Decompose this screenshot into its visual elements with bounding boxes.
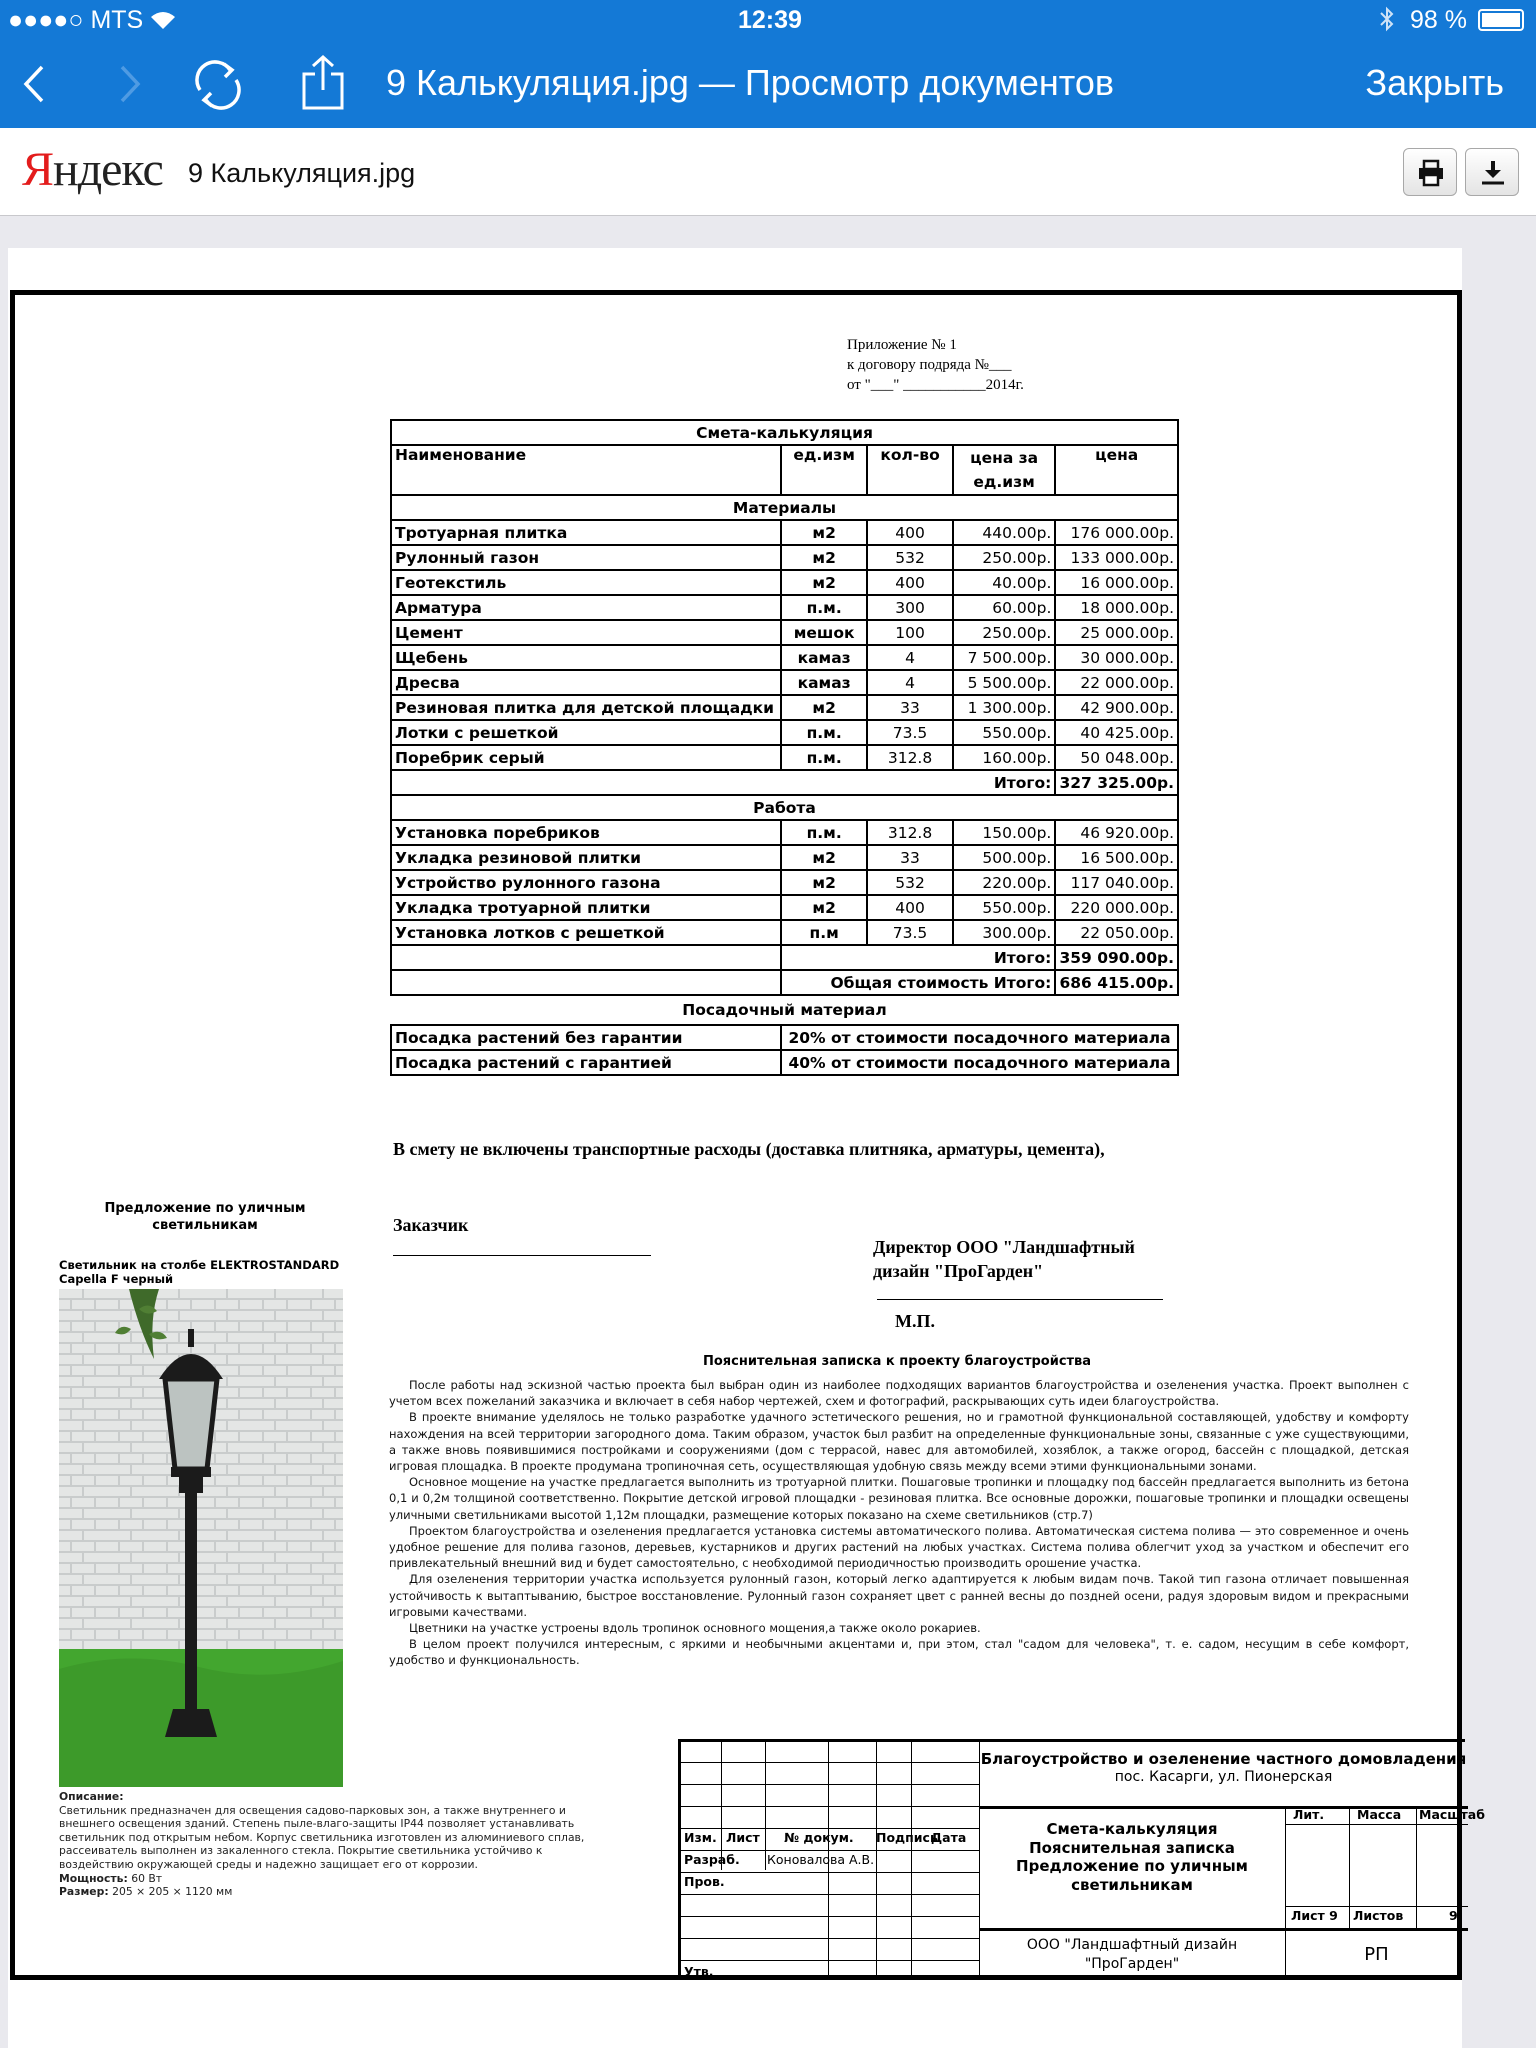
table-row: [391, 620, 1178, 645]
table-row: [391, 720, 1178, 745]
cell-qty: 532: [867, 870, 953, 895]
table-row: [391, 870, 1178, 895]
table-row: [391, 670, 1178, 695]
col-name: Наименование: [391, 445, 781, 495]
cell-pu: 220.00р.: [953, 870, 1055, 895]
download-button[interactable]: [1465, 148, 1519, 196]
cell-qty: 312.8: [867, 745, 953, 770]
table-row: [391, 545, 1178, 570]
table-title: Смета-калькуляция: [391, 420, 1178, 445]
yandex-toolbar: [0, 128, 1536, 216]
sheet-contents: Смета-калькуляция Пояснительная записка Предложение по уличным светильникам: [1016, 1820, 1248, 1894]
grand-total: 686 415.00р.: [1055, 970, 1178, 995]
table-row: [391, 645, 1178, 670]
nav-title: 9 Калькуляция.jpg — Просмотр документов: [386, 62, 1114, 103]
customer-label: Заказчик: [393, 1215, 469, 1235]
lamp-photo: [59, 1289, 343, 1787]
cell-pu: 300.00р.: [953, 920, 1055, 945]
planting-name: Посадка растений с гарантией: [391, 1050, 781, 1075]
cell-pu: 250.00р.: [953, 545, 1055, 570]
section-planting: Посадочный материал: [391, 995, 1178, 1025]
document-page: [10, 290, 1485, 1980]
cell-name: Рулонный газон: [391, 545, 781, 570]
cell-qty: 73.5: [867, 920, 953, 945]
grand-total-label: Общая стоимость Итого:: [781, 970, 1055, 995]
back-icon[interactable]: [22, 64, 46, 104]
cell-unit: м2: [781, 895, 867, 920]
director-label: Директор ООО "Ландшафтный дизайн "ПроГарден": [873, 1237, 1135, 1281]
cell-p: 117 040.00р.: [1055, 870, 1178, 895]
cell-pu: 5 500.00р.: [953, 670, 1055, 695]
cell-p: 22 000.00р.: [1055, 670, 1178, 695]
cell-name: Поребрик серый: [391, 745, 781, 770]
cell-name: Укладка тротуарной плитки: [391, 895, 781, 920]
title-block: Изм. Лист № докум. Подпись Дата Разраб. Коновалова А.В. Пров. Утв. Благоустройство и озеленение частного домовладения пос. Касарги, ул. Пионерская Лит. Масса Масштаб Смета-калькуляция Пояснительная записка Предложение по уличным светильникам Лист 9 Листов 9 ООО "Ландшафтный дизайн "ПроГарден" РП: [678, 1739, 1465, 1980]
explanatory-title: Пояснительная записка к проекту благоустройства: [703, 1354, 1092, 1369]
col-qty: кол-во: [867, 445, 953, 495]
cell-p: 16 000.00р.: [1055, 570, 1178, 595]
cell-pu: 500.00р.: [953, 845, 1055, 870]
project-address: пос. Касарги, ул. Пионерская: [1114, 1769, 1333, 1785]
cell-qty: 100: [867, 620, 953, 645]
cell-pu: 250.00р.: [953, 620, 1055, 645]
work-total-label: Итого:: [781, 945, 1055, 970]
cell-qty: 400: [867, 895, 953, 920]
organization: ООО "Ландшафтный дизайн "ПроГарден": [1026, 1937, 1238, 1972]
cell-name: Арматура: [391, 595, 781, 620]
battery-icon: [1478, 9, 1524, 31]
stage: РП: [1364, 1944, 1389, 1965]
section-work: Работа: [391, 795, 1178, 820]
cell-name: Цемент: [391, 620, 781, 645]
table-row: [391, 520, 1178, 545]
table-row: [391, 595, 1178, 620]
stamp-place: М.П.: [895, 1311, 935, 1331]
cell-pu: 150.00р.: [953, 820, 1055, 845]
clock: 12:39: [738, 6, 802, 34]
cell-qty: 4: [867, 670, 953, 695]
cell-name: Укладка резиновой плитки: [391, 845, 781, 870]
cell-p: 22 050.00р.: [1055, 920, 1178, 945]
appendix-header: Приложение № 1 к договору подряда №___ от "___" ___________2014г.: [847, 337, 1024, 393]
wifi-icon: [150, 10, 176, 30]
lamp-description: Описание: Светильник предназначен для освещения садово-парковых зон, а также внутреннего и внешнего освещения зданий. Степень пыле-влаго-защиты IP44 позволяет устанавливать светильник под открытым небом. Корпус светильника изготовлен из алюминиевого сплав, рассеиватель выполнен из закаленного стекла. Покрытие светильника устойчиво к воздействию окружающей среды и надежно защищает его от коррозии. Мощность: 60 Вт Размер: 205 × 205 × 1120 мм: [59, 1790, 585, 1899]
section-materials: Материалы: [391, 495, 1178, 520]
cell-qty: 33: [867, 695, 953, 720]
cell-pu: 550.00р.: [953, 720, 1055, 745]
printer-icon: [1417, 159, 1445, 187]
close-button[interactable]: Закрыть: [1365, 62, 1504, 103]
cell-name: Тротуарная плитка: [391, 520, 781, 545]
cell-unit: п.м.: [781, 595, 867, 620]
cell-name: Резиновая плитка для детской площадки: [391, 695, 781, 720]
table-row: [391, 920, 1178, 945]
bluetooth-icon: [1378, 6, 1396, 32]
cell-p: 16 500.00р.: [1055, 845, 1178, 870]
transport-note: В смету не включены транспортные расходы (доставка плитняка, арматуры, цемента),: [393, 1139, 1105, 1159]
cell-pu: 1 300.00р.: [953, 695, 1055, 720]
cell-qty: 532: [867, 545, 953, 570]
cell-unit: м2: [781, 570, 867, 595]
cell-qty: 4: [867, 645, 953, 670]
cell-unit: мешок: [781, 620, 867, 645]
cell-p: 220 000.00р.: [1055, 895, 1178, 920]
cell-p: 18 000.00р.: [1055, 595, 1178, 620]
planting-name: Посадка растений без гарантии: [391, 1025, 781, 1050]
cell-p: 133 000.00р.: [1055, 545, 1178, 570]
cell-unit: м2: [781, 870, 867, 895]
cell-qty: 400: [867, 520, 953, 545]
cell-name: Щебень: [391, 645, 781, 670]
cell-p: 25 000.00р.: [1055, 620, 1178, 645]
cell-qty: 33: [867, 845, 953, 870]
cell-qty: 312.8: [867, 820, 953, 845]
cell-p: 176 000.00р.: [1055, 520, 1178, 545]
planting-value: 40% от стоимости посадочного материала: [781, 1050, 1178, 1075]
planting-value: 20% от стоимости посадочного материала: [781, 1025, 1178, 1050]
cell-pu: 40.00р.: [953, 570, 1055, 595]
table-row: [391, 820, 1178, 845]
carrier: ●●●●○ MTS: [8, 6, 144, 34]
status-bar: [0, 0, 1536, 40]
cell-name: Дресва: [391, 670, 781, 695]
cell-name: Лотки с решеткой: [391, 720, 781, 745]
director-signature-line: [877, 1299, 1163, 1300]
cell-unit: п.м.: [781, 820, 867, 845]
cell-pu: 160.00р.: [953, 745, 1055, 770]
cell-unit: м2: [781, 845, 867, 870]
table-row: [391, 570, 1178, 595]
table-row: [391, 895, 1178, 920]
cell-p: 50 048.00р.: [1055, 745, 1178, 770]
battery-text: 98 %: [1410, 6, 1467, 34]
table-row: [391, 845, 1178, 870]
explanatory-text: После работы над эскизной частью проекта был выбран один из наиболее подходящих вариантов благоустройства и озеленения участка. Проект выполнен с учетом всех пожеланий заказчика и включает в себя набор чертежей, схем и фотографий, раскрывающих суть идеи благоустройства. В проекте внимание уделялось не только разработке удачного эстетического решения, но и грамотной функциональной составляющей, удобству и комфорту нахождения на всей территории загородного дома. Таким образом, участок был разбит на определенные функциональные зоны, связанные с уже существующими, а также вновь появившимися постройками и сооружениями (дом с террасой, навес для автомобилей, хозяблок, а также огород, бассейн с площадкой, детская игровая площадка. В проекте продумана тропиночная сеть, осуществляющая удобную связь между всеми этими функциональными зонами. Основное мощение на участке предлагается выполнить из тротуарной плитки. Пошаговые тропинки и площадку под бассейн предлагается выполнить из бетона 0,1 и 0,2м толщиной соответственно. Покрытие детской игровой площадки - резиновая плитка. Все основные дорожки, пошаговые тропинки и площадки освещены уличными светильниками высотой 1,12м площадки, размещение которых показано на схеме светильников (стр.7) Проектом благоустройства и озеленения предлагается установка системы автоматического полива. Автоматическая система полива — это современное и очень удобное решение для полива газонов, деревьев, кустарников и других растений на любых участках. Система полива облегчит уход за участком и обеспечит его привлекательный внешний вид и будет самостоятельно, с необходимой периодичностью производить орошение участка. Для озеленения территории участка используется рулонный газон, который легко адаптируется к любым видам почв. Такой тип газона отличает повышенная устойчивость к вытаптыванию, быстрое восстановление. Рулонный газон сохраняет цвет с ранней весны до поздней осени, радуя здоровым видом и прекрасными игровыми качествами. Цветники на участке устроены вдоль тропинок основного мощения,а также около рокариев. В целом проект получился интересным, с яркими и необычными акцентами и, при этом, стал "садом для человека", т. е. садом, несущим в себе комфорт, удобство и функциональность.: [389, 1378, 1409, 1668]
cell-pu: 7 500.00р.: [953, 645, 1055, 670]
cell-name: Установка поребриков: [391, 820, 781, 845]
file-name: 9 Калькуляция.jpg: [188, 158, 416, 188]
cell-p: 30 000.00р.: [1055, 645, 1178, 670]
table-row: [391, 695, 1178, 720]
cell-qty: 400: [867, 570, 953, 595]
cell-p: 40 425.00р.: [1055, 720, 1178, 745]
lamp-model: Светильник на столбе ELEKTROSTANDARD Capella F черный: [59, 1258, 340, 1286]
share-icon[interactable]: [300, 54, 346, 112]
nav-bar: [0, 40, 1536, 128]
cell-pu: 440.00р.: [953, 520, 1055, 545]
cell-name: Устройство рулонного газона: [391, 870, 781, 895]
cell-p: 46 920.00р.: [1055, 820, 1178, 845]
cell-name: Геотекстиль: [391, 570, 781, 595]
cell-name: Установка лотков с решеткой: [391, 920, 781, 945]
lamp-heading: Предложение по уличным светильникам: [104, 1201, 306, 1233]
cell-unit: камаз: [781, 670, 867, 695]
cell-qty: 73.5: [867, 720, 953, 745]
cell-unit: п.м.: [781, 745, 867, 770]
work-total: 359 090.00р.: [1055, 945, 1178, 970]
cell-unit: п.м: [781, 920, 867, 945]
cell-pu: 60.00р.: [953, 595, 1055, 620]
refresh-icon[interactable]: [190, 58, 246, 110]
materials-total: 327 325.00р.: [1055, 770, 1178, 795]
cell-pu: 550.00р.: [953, 895, 1055, 920]
project-name: Благоустройство и озеленение частного домовладения: [980, 1750, 1467, 1768]
cell-unit: м2: [781, 520, 867, 545]
cell-unit: м2: [781, 695, 867, 720]
materials-total-label: Итого:: [391, 770, 1055, 795]
table-row: [391, 745, 1178, 770]
col-price: цена: [1055, 445, 1178, 495]
cell-unit: м2: [781, 545, 867, 570]
cell-qty: 300: [867, 595, 953, 620]
customer-signature-line: [393, 1255, 651, 1256]
print-button[interactable]: [1403, 148, 1457, 196]
cell-unit: камаз: [781, 645, 867, 670]
col-price-unit: цена за ед.изм: [953, 445, 1055, 495]
col-unit: ед.изм: [781, 445, 867, 495]
cell-unit: п.м.: [781, 720, 867, 745]
estimate-table: [390, 419, 1179, 1076]
yandex-logo: Яндекс: [22, 143, 163, 196]
forward-icon[interactable]: [118, 64, 142, 104]
download-icon: [1479, 159, 1507, 187]
cell-p: 42 900.00р.: [1055, 695, 1178, 720]
